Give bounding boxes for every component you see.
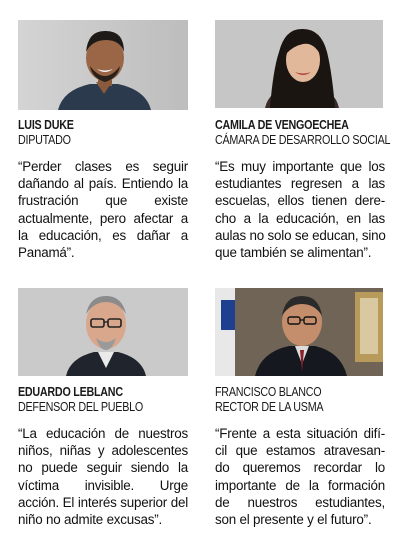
quote-line: acción. El interés superior del — [18, 494, 188, 510]
photo-eduardo-leblanc — [18, 288, 188, 376]
photo-francisco-blanco — [215, 288, 383, 376]
portrait-camila-de-vengoechea — [215, 20, 383, 108]
quote-line: “Frente a esta situación difí- — [215, 426, 385, 441]
quote-line: son el presente y el futuro”. — [215, 512, 372, 528]
person-name: LUIS DUKE — [18, 118, 74, 132]
portrait-eduardo-leblanc — [18, 288, 188, 376]
quote-line: do queremos recordar lo — [215, 460, 385, 476]
quote-line: actualmente, pero afectar a — [18, 210, 188, 226]
quote-line: que también se alimentan”. — [215, 245, 372, 261]
person-quote — [215, 425, 385, 528]
quote-line: niños, niñas y adolescentes — [18, 443, 188, 459]
quote-line: víctima invisible. Urge — [18, 477, 188, 493]
person-name: EDUARDO LEBLANC — [18, 385, 123, 399]
portrait-francisco-blanco — [215, 288, 383, 376]
person-role: DEFENSOR DEL PUEBLO — [18, 400, 143, 414]
quote-line: Panamá”. — [18, 245, 75, 261]
person-role: DIPUTADO — [18, 133, 71, 147]
quote-line: la educación, es dañar a — [18, 227, 188, 243]
quote-line: niño no admite excusas”. — [18, 512, 163, 528]
person-role: CÁMARA DE DESARROLLO SOCIAL — [215, 133, 391, 147]
person-quote — [18, 425, 188, 528]
quote-line: “La educación de nuestros — [18, 426, 188, 441]
quote-line: de nuestros estudiantes, — [215, 494, 385, 510]
quote-line: “Perder clases es seguir — [18, 159, 188, 174]
quote-line: aulas no solo se educan, sino — [215, 227, 386, 243]
quote-line: estudiantes regresen a las — [215, 176, 385, 192]
person-name: FRANCISCO BLANCO — [215, 385, 322, 399]
photo-luis-duke — [18, 20, 188, 110]
photo-camila-de-vengoechea — [215, 20, 383, 108]
quote-line: cho a la educación, en las — [215, 210, 385, 226]
person-quote — [215, 158, 385, 261]
quote-line: cil que estamos atravesan- — [215, 443, 385, 459]
quote-line: escuelas, ellos tienen dere- — [215, 193, 385, 209]
quote-line: importante de la formación — [215, 477, 385, 493]
portrait-luis-duke — [18, 20, 188, 110]
quote-line: no puede seguir siendo la — [18, 460, 188, 476]
quote-line: dañando al país. Entiendo la — [18, 176, 188, 192]
quote-line: frustración que existe — [18, 193, 188, 209]
quote-line: “Es muy importante que los — [215, 159, 385, 174]
person-quote — [18, 158, 188, 261]
person-name: CAMILA DE VENGOECHEA — [215, 118, 349, 132]
person-role: RECTOR DE LA USMA — [215, 400, 324, 414]
